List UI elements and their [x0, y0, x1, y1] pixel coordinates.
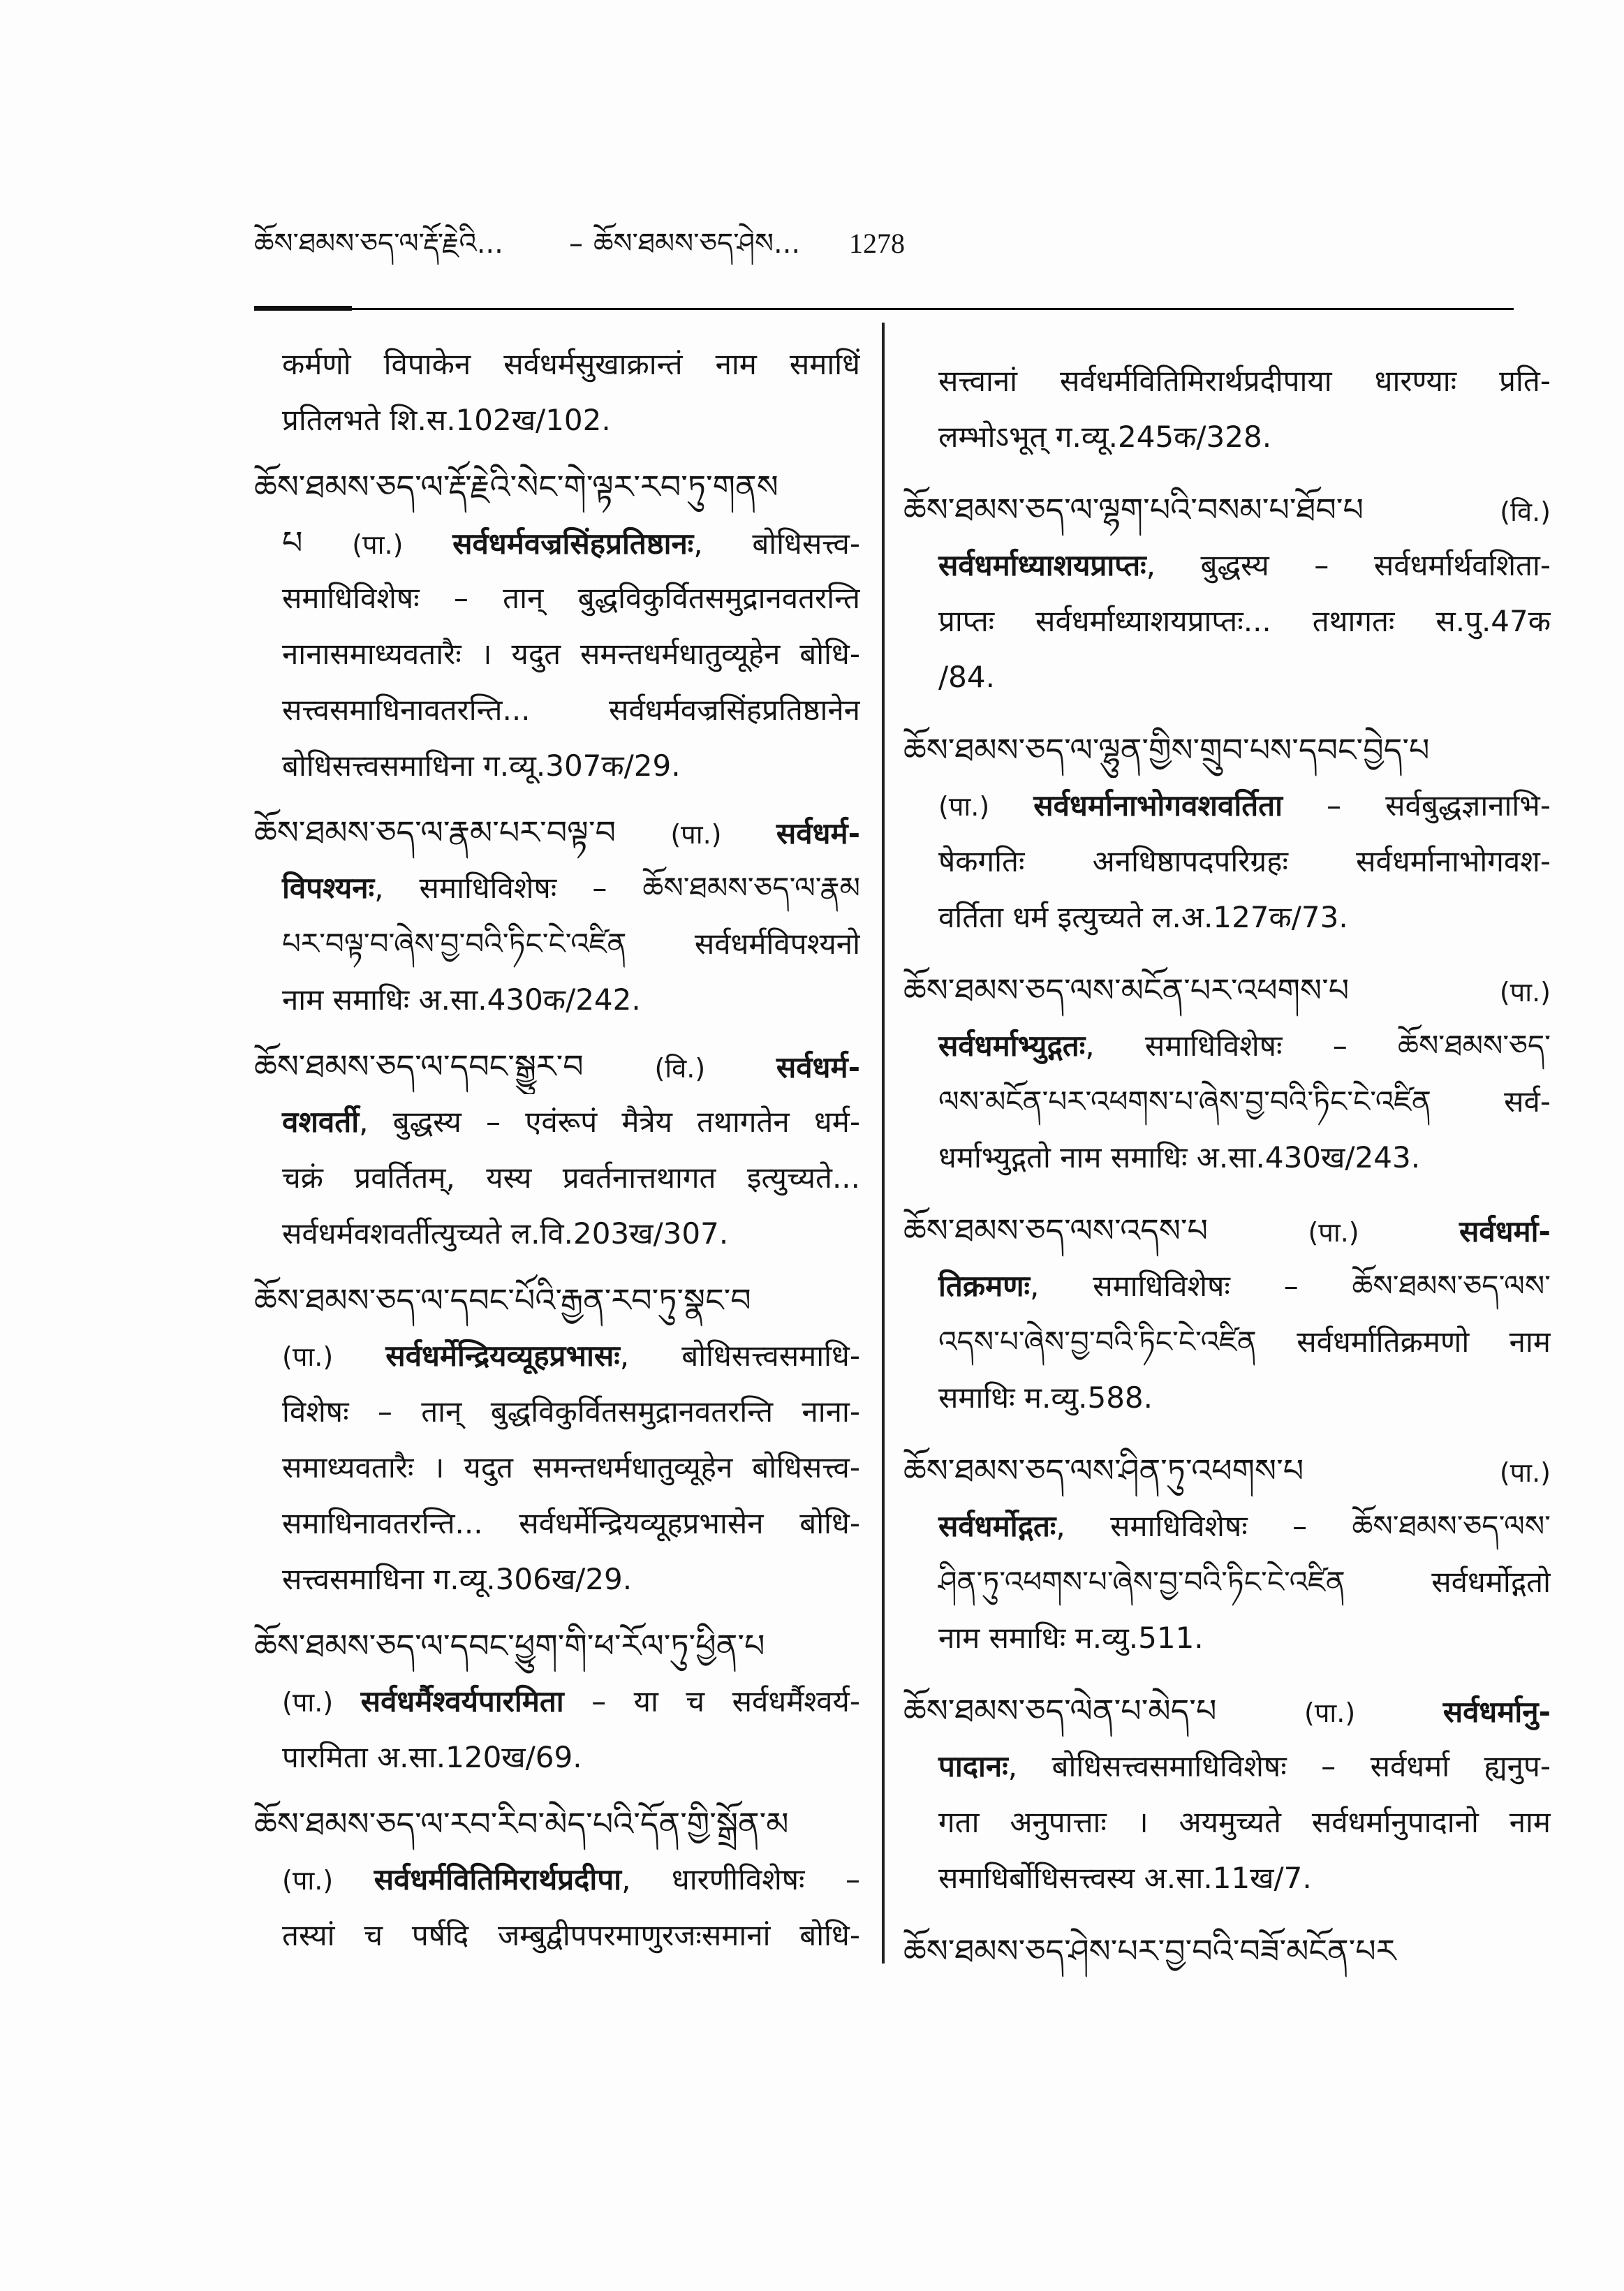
text-line [903, 1074, 1551, 1130]
sanskrit-term: सर्वधर्मवितिमिरार्थप्रदीपा [374, 1862, 622, 1896]
entry-headword: ཆོས་ཐམས་ཅད་ལ་རབ་རིབ་མེད་པའི་དོན་གྱི་སྒྲོན་མ [254, 1805, 789, 1843]
sanskrit-term: सर्वधर्मैश्वर्यपारमिता [360, 1684, 564, 1718]
entry-text: , बोधिसत्त्वसमाधिविशेषः – सर्वधर्मा ह्यनुप- [1007, 1749, 1551, 1783]
text-line [254, 1730, 860, 1785]
header-last-guide-word: ཆོས་ཐམས་ཅད་ཤེས... [593, 228, 801, 260]
entry-text: प्रतिलभते शि.स.102ख/102. [282, 403, 611, 437]
entry-headword: ཆོས་ཐམས་ཅད་ལ་ལྷག་པའི་བསམ་པ་ཐོབ་པ [903, 491, 1364, 529]
text-line [254, 860, 860, 916]
text-line [254, 1038, 860, 1094]
text-line [903, 594, 1551, 649]
text-line [903, 834, 1551, 890]
entry-headword: ཆོས་ཐམས་ཅད་ལས་མངོན་པར་འཕགས་པ [903, 971, 1350, 1009]
text-line [903, 409, 1551, 465]
dictionary-entry [254, 1038, 860, 1262]
entry-headword: ཆོས་ཐམས་ཅད་ཤེས་པར་བྱ་བའི་བཟོ་མངོན་པར [903, 1932, 1396, 1970]
sanskrit-term: सर्वधर्मा- [1459, 1214, 1551, 1248]
dictionary-entry [903, 1202, 1551, 1426]
text-line [903, 1610, 1551, 1666]
entry-text: /84. [938, 660, 995, 694]
sanskrit-term: तिक्रमणः [938, 1269, 1031, 1303]
text-line [254, 1206, 860, 1262]
entry-text: ཤིན་ཏུ་འཕགས་པ་ཞེས་བྱ་བའི་ཏིང་ངེ་འཛིན सर्वधर्मोद्गतो [938, 1565, 1551, 1599]
entry-text: सत्त्वसमाधिना ग.व्यू.306ख/29. [282, 1562, 633, 1596]
text-line [903, 1370, 1551, 1426]
text-line [254, 682, 860, 738]
text-line [254, 916, 860, 972]
text-line [254, 1674, 860, 1730]
grammar-tag: (पा.) [938, 791, 990, 822]
sanskrit-term: सर्वधर्मेन्द्रियव्यूहप्रभासः [385, 1339, 620, 1373]
entry-text: , धारणीविशेषः – [621, 1862, 860, 1896]
header-separator: – [569, 228, 583, 260]
entry-text: , समाधिविशेषः – ཆོས་ཐམས་ཅད་ལ་རྣམ [374, 871, 860, 905]
entry-text: प्राप्तः सर्वधर्माध्याशयप्राप्तः... तथागतः स.पु.47क [938, 604, 1551, 638]
header-rule-accent [254, 306, 352, 311]
text-line [903, 482, 1551, 538]
entry-headword: ཆོས་ཐམས་ཅད་ལ་དབང་སྒྱུར་བ [254, 1047, 584, 1085]
entry-headword: ཆོས་ཐམས་ཅད་ལ་ལྷུན་གྱིས་གྲུབ་པས་དབང་བྱེད་པ [903, 731, 1430, 769]
entry-text: कर्मणो विपाकेन सर्वधर्मसुखाक्रान्तं नाम समाधिं [282, 347, 860, 381]
text-line [254, 1796, 860, 1852]
sanskrit-term: सर्वधर्म- [776, 816, 860, 850]
grammar-tag: (पा.) [670, 819, 722, 850]
header-rule [254, 308, 1514, 310]
entry-headword: ཆོས་ཐམས་ཅད་ལེན་པ་མེད་པ [903, 1692, 1217, 1730]
text-line [254, 804, 860, 860]
entry-text: པར་བལྟ་བ་ཞེས་བྱ་བའི་ཏིང་ངེ་འཛིན सर्वधर्मविपश्यनो [282, 927, 860, 961]
entry-text: , समाधिविशेषः – ཆོས་ཐམས་ཅད་ [1085, 1029, 1551, 1063]
text-line [254, 1496, 860, 1552]
entry-text: चक्रं प्रवर्तितम्, यस्य प्रवर्तनात्तथागत इत्युच्यते... [282, 1161, 860, 1195]
dictionary-entry [254, 1796, 860, 1964]
dictionary-entry [903, 1683, 1551, 1906]
entry-text: , बुद्धस्य – सर्वधर्मार्थवशिता- [1146, 548, 1551, 582]
entry-text: सर्वधर्मवशवर्तीत्युच्यते ल.वि.203ख/307. [282, 1216, 729, 1251]
text-line [903, 1443, 1551, 1498]
text-line [254, 1618, 860, 1674]
entry-text: – या च सर्वधर्मैश्वर्य- [563, 1684, 860, 1718]
entry-text: विशेषः – तान् बुद्धविकुर्वितसमुद्रानवतरन्ति नाना- [282, 1394, 860, 1429]
dictionary-entry [903, 482, 1551, 705]
entry-text: , बुद्धस्य – एवंरूपं मैत्रेय तथागतेन धर्म- [359, 1105, 860, 1139]
column-divider [882, 323, 885, 1964]
entry-headword: ཆོས་ཐམས་ཅད་ལ་དབང་པོའི་རྒྱན་རབ་ཏུ་སྣང་བ [254, 1281, 751, 1319]
dictionary-entry-continued [254, 337, 860, 448]
text-line [903, 1018, 1551, 1074]
sanskrit-term: सर्वधर्मानाभोगवशवर्तिता [1033, 788, 1283, 823]
text-line [254, 738, 860, 794]
grammar-tag: (वि.) [654, 1053, 706, 1084]
text-line [254, 1150, 860, 1206]
entry-text: नाम समाधिः म.व्यु.511. [938, 1621, 1204, 1655]
sanskrit-term: सर्वधर्माभ्युद्गतः [938, 1029, 1086, 1063]
entry-text: , समाधिविशेषः – ཆོས་ཐམས་ཅད་ལས་ [1030, 1269, 1551, 1303]
header-first-guide-word: ཆོས་ཐམས་ཅད་ལ་རྡོ་རྗེའི... [254, 228, 503, 260]
entry-text: समाधिर्बोधिसत्त्वस्य अ.सा.11ख/7. [938, 1861, 1312, 1895]
text-line [903, 1314, 1551, 1370]
dictionary-entry [254, 804, 860, 1028]
dictionary-entry [254, 1272, 860, 1607]
grammar-tag: (पा.) [282, 1341, 334, 1372]
sanskrit-term: वशवर्ती [282, 1105, 360, 1139]
entry-text: – सर्वबुद्धज्ञानाभि- [1282, 788, 1551, 823]
text-line [254, 626, 860, 682]
text-line [903, 1795, 1551, 1850]
entry-text: वर्तिता धर्म इत्युच्यते ल.अ.127क/73. [938, 900, 1348, 934]
sanskrit-term: सर्वधर्मोद्गतः [938, 1509, 1056, 1543]
text-line [254, 392, 860, 448]
entry-text: , बोधिसत्त्वसमाधि- [619, 1339, 860, 1373]
grammar-tag: (पा.) [1499, 1457, 1551, 1488]
text-line [254, 1552, 860, 1607]
sanskrit-term: सर्वधर्मानु- [1442, 1695, 1551, 1729]
entry-headword: ཆོས་ཐམས་ཅད་ལས་ཤིན་ཏུ་འཕགས་པ [903, 1452, 1304, 1489]
entry-text: समाधिः म.व्यु.588. [938, 1380, 1153, 1415]
entry-text: समाध्यवतारैः । यदुत समन्तधर्मधातुव्यूहेन बोधिसत्त्व- [282, 1450, 860, 1485]
left-column [254, 337, 860, 1964]
entry-text: नानासमाध्यवतारैः । यदुत समन्तधर्मधातुव्यूहेन बोधि- [282, 637, 860, 671]
text-line [903, 649, 1551, 705]
dictionary-entry [254, 459, 860, 794]
entry-text: ལས་མངོན་པར་འཕགས་པ་ཞེས་བྱ་བའི་ཏིང་ངེ་འཛིན सर्व- [938, 1084, 1551, 1119]
sanskrit-term: सर्वधर्म- [776, 1050, 860, 1084]
entry-text: समाधिनावतरन्ति... सर्वधर्मेन्द्रियव्यूहप्रभासेन बोधि- [282, 1506, 860, 1540]
text-line [903, 778, 1551, 834]
text-line [254, 1272, 860, 1328]
grammar-tag: (पा.) [1304, 1697, 1356, 1728]
dictionary-entry [903, 1443, 1551, 1666]
dictionary-entry [903, 722, 1551, 945]
text-line [903, 1683, 1551, 1739]
text-line [903, 1258, 1551, 1314]
entry-headword: ཆོས་ཐམས་ཅད་ལ་དབང་ཕྱུག་གི་ཕ་རོལ་ཏུ་ཕྱིན་པ [254, 1627, 765, 1665]
entry-text: गता अनुपात्ताः । अयमुच्यते सर्वधर्मानुपादानो नाम [938, 1805, 1551, 1839]
text-line [254, 1852, 860, 1908]
grammar-tag: (पा.) [352, 529, 404, 560]
text-line [254, 1384, 860, 1440]
entry-text: , बोधिसत्त्व- [693, 526, 860, 561]
text-line [254, 459, 860, 515]
grammar-tag: (पा.) [282, 1687, 334, 1718]
entry-headword: ཆོས་ཐམས་ཅད་ལ་རྣམ་པར་བལྟ་བ [254, 813, 616, 851]
entry-text: नाम समाधिः अ.सा.430क/242. [282, 982, 641, 1017]
dictionary-entry [903, 962, 1551, 1186]
entry-headword: ཆོས་ཐམས་ཅད་ལ་རྡོ་རྗེའི་སེང་གེ་ལྟར་རབ་ཏུ་གནས [254, 468, 778, 506]
text-line [254, 515, 860, 570]
text-line [903, 1923, 1551, 1979]
text-line [254, 1094, 860, 1150]
grammar-tag: (पा.) [1499, 977, 1551, 1008]
text-line [903, 722, 1551, 778]
sanskrit-term: सर्वधर्माध्याशयप्राप्तः [938, 548, 1146, 582]
text-line [254, 1328, 860, 1384]
entry-text: समाधिविशेषः – तान् बुद्धविकुर्वितसमुद्रानवतरन्ति [282, 581, 860, 615]
entry-text: सत्त्वसमाधिनावतरन्ति... सर्वधर्मवज्रसिंहप्रतिष्ठानेन [282, 693, 860, 727]
entry-text: तस्यां च पर्षदि जम्बुद्वीपपरमाणुरजःसमानां बोधि- [282, 1918, 860, 1952]
text-line [903, 353, 1551, 409]
sanskrit-term: सर्वधर्मवज्रसिंहप्रतिष्ठानः [452, 526, 694, 561]
text-line [903, 538, 1551, 594]
text-line [254, 972, 860, 1028]
sanskrit-term: विपश्यनः [282, 871, 375, 905]
entry-text: लम्भोऽभूत् ग.व्यू.245क/328. [938, 420, 1272, 454]
dictionary-entry [903, 1923, 1551, 1979]
grammar-tag: (पा.) [1308, 1217, 1359, 1248]
entry-text: षेकगतिः अनधिष्ठापदपरिग्रहः सर्वधर्मानाभोगवश- [938, 844, 1551, 878]
text-line [903, 1202, 1551, 1258]
entry-text: सत्त्वानां सर्वधर्मवितिमिरार्थप्रदीपाया धारण्याः प्रति- [938, 364, 1551, 398]
entry-headword: ཆོས་ཐམས་ཅད་ལས་འདས་པ [903, 1211, 1209, 1249]
grammar-tag: (पा.) [282, 1865, 334, 1896]
entry-headword: པ [282, 524, 303, 561]
entry-text: बोधिसत्त्वसमाधिना ग.व्यू.307क/29. [282, 749, 681, 783]
grammar-tag: (वि.) [1500, 496, 1551, 527]
sanskrit-term: पादानः [938, 1749, 1008, 1783]
entry-text: धर्माभ्युद्गतो नाम समाधिः अ.सा.430ख/243. [938, 1140, 1421, 1174]
entry-text: འདས་པ་ཞེས་བྱ་བའི་ཏིང་ངེ་འཛིན सर्वधर्मातिक्रमणो नाम [938, 1325, 1551, 1359]
text-line [903, 1554, 1551, 1610]
text-line [903, 890, 1551, 945]
text-line [254, 1440, 860, 1496]
dictionary-entry [254, 1618, 860, 1785]
text-line [903, 1498, 1551, 1554]
entry-text: , समाधिविशेषः – ཆོས་ཐམས་ཅད་ལས་ [1056, 1509, 1551, 1543]
text-line [903, 962, 1551, 1018]
page-number: 1278 [849, 228, 905, 259]
text-line [254, 337, 860, 392]
text-line [254, 1908, 860, 1964]
dictionary-entry-continued [903, 353, 1551, 465]
text-line [254, 570, 860, 626]
text-line [903, 1850, 1551, 1906]
text-line [903, 1739, 1551, 1795]
text-line [903, 1130, 1551, 1186]
right-column [903, 353, 1551, 1979]
entry-text: पारमिता अ.सा.120ख/69. [282, 1740, 582, 1774]
